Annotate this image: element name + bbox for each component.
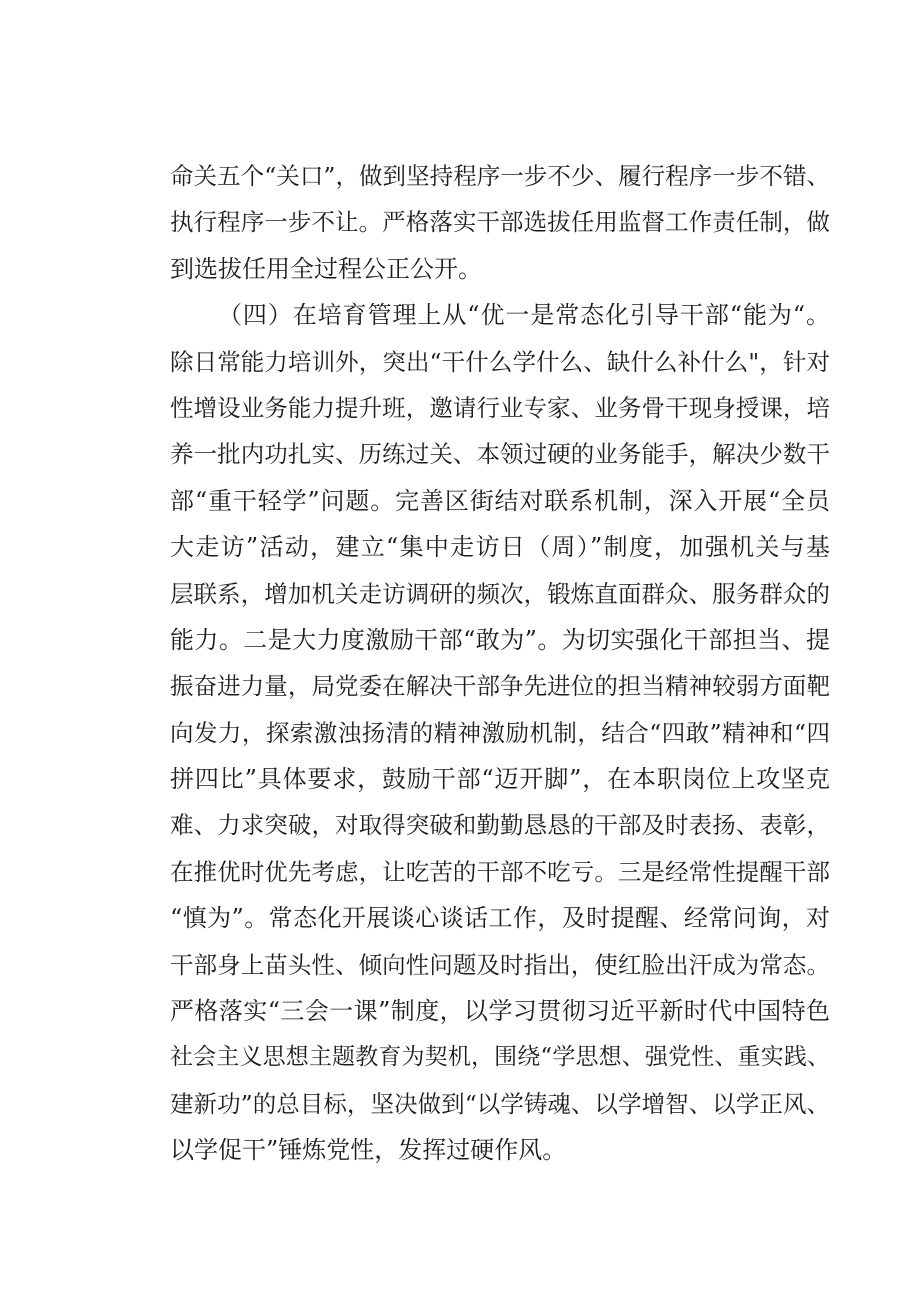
text-line: 严格落实“三会一课”制度，以学习贯彻习近平新时代中国特色 — [170, 997, 830, 1026]
text-line: 大走访”活动，建立“集中走访日（周）”制度，加强机关与基 — [170, 533, 830, 562]
text-line: 性增设业务能力提升班，邀请行业专家、业务骨干现身授课，培 — [170, 393, 830, 422]
text-line: 执行程序一步不让。严格落实干部选拔任用监督工作责任制，做 — [170, 208, 830, 237]
text-line: 养一批内功扎实、历练过关、本领过硬的业务能手，解决少数干 — [170, 440, 830, 469]
text-line: 振奋进力量，局党委在解决干部争先进位的担当精神较弱方面靶 — [170, 672, 830, 701]
text-line: 向发力，探索激浊扬清的精神激励机制，结合“四敢”精神和“四 — [170, 718, 830, 747]
text-line: 除日常能力培训外，突出“干什么学什么、缺什么补什么"，针对 — [170, 347, 830, 376]
text-line: 部“重干轻学”问题。完善区街结对联系机制，深入开展“全员 — [170, 486, 830, 515]
text-line: 拼四比”具体要求，鼓励干部“迈开脚”，在本职岗位上攻坚克 — [170, 765, 830, 794]
text-line: 到选拔任用全过程公正公开。 — [170, 254, 482, 283]
body-text — [170, 153, 830, 1174]
text-line: 层联系，增加机关走访调研的频次，锻炼直面群众、服务群众的 — [170, 579, 830, 608]
section-heading-line: （四）在培育管理上从“优一是常态化引导干部“能为“。 — [218, 301, 830, 330]
text-line: 命关五个“关口”，做到坚持程序一步不少、履行程序一步不错、 — [170, 162, 830, 190]
text-line: 以学促干”锤炼党性，发挥过硬作风。 — [170, 1136, 567, 1165]
text-line: 建新功”的总目标，坚决做到“以学铸魂、以学增智、以学正风、 — [170, 1089, 830, 1118]
text-line: 能力。二是大力度激励干部“敢为”。为切实强化干部担当、提 — [170, 625, 830, 654]
text-line: 干部身上苗头性、倾向性问题及时指出，使红脸出汗成为常态。 — [170, 950, 830, 979]
text-line: 难、力求突破，对取得突破和勤勤恳恳的干部及时表扬、表彰， — [170, 811, 830, 840]
text-line: “慎为”。常态化开展谈心谈话工作，及时提醒、经常问询，对 — [170, 904, 830, 933]
text-line: 在推优时优先考虑，让吃苦的干部不吃亏。三是经常性提醒干部 — [170, 857, 830, 886]
text-line: 社会主义思想主题教育为契机，围绕“学思想、强党性、重实践、 — [170, 1044, 830, 1071]
